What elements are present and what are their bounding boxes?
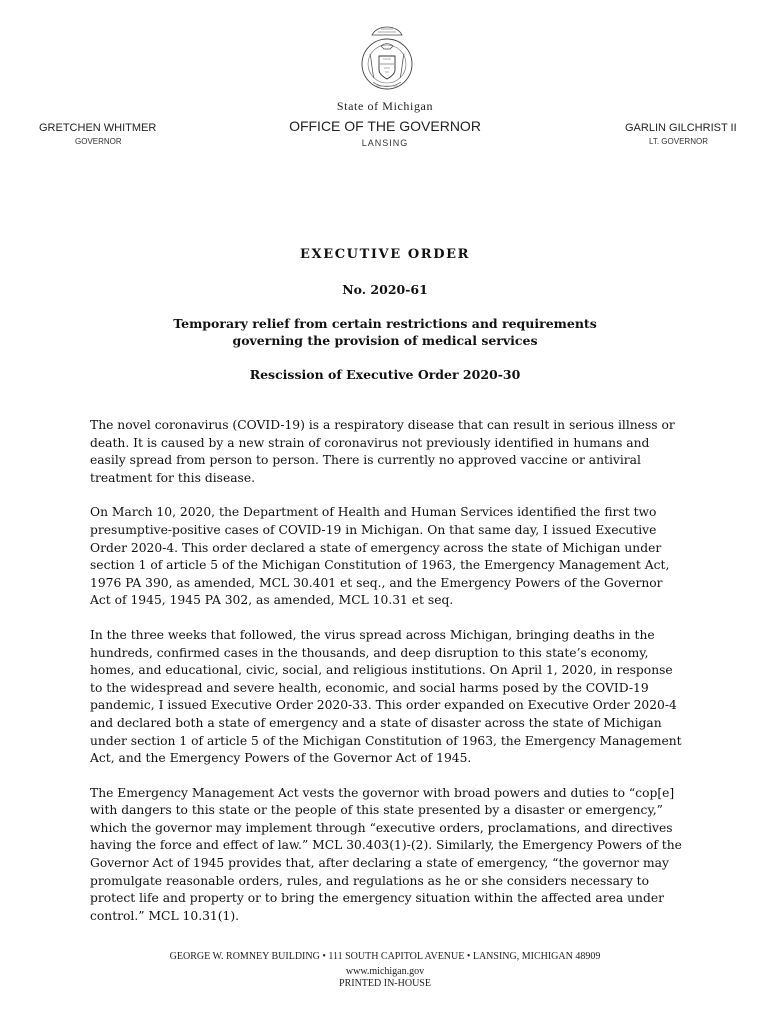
subtitle-line-2: governing the provision of medical services xyxy=(232,333,538,348)
governor-name: GRETCHEN WHITMER xyxy=(39,122,157,134)
michigan-state-seal-icon xyxy=(357,24,417,94)
body-paragraph-3: In the three weeks that followed, the virus spread across Michigan, bringing deaths in the hundreds, confirmed cases in the thousands, and deep disruption to this state’s economy, homes, and educational, civic, social, and religious institutions. On April 1, 2020, in response to the widespread and severe health, economic, and social harms posed by the COVID-19 pandemic, I issued Executive Order 2020-33. This order expanded on Executive Order 2020-4 and declared both a state of emergency and a state of disaster across the state of Michigan under section 1 of article 5 of the Michigan Constitution of 1963, the Emergency Management Act, and the Emergency Powers of the Governor Act of 1945. xyxy=(90,627,682,766)
state-name: State of Michigan xyxy=(336,99,434,113)
executive-order-number: No. 2020-61 xyxy=(342,282,428,297)
footer-website: www.michigan.gov xyxy=(345,966,425,977)
executive-order-subtitle xyxy=(0,315,770,349)
office-name: OFFICE OF THE GOVERNOR xyxy=(289,118,481,134)
lt-governor-title: LT. GOVERNOR xyxy=(649,137,708,146)
rescission-line: Rescission of Executive Order 2020-30 xyxy=(249,367,521,382)
subtitle-line-1: Temporary relief from certain restrictions and requirements xyxy=(173,316,597,331)
executive-order-heading: EXECUTIVE ORDER xyxy=(300,247,470,262)
city-name: LANSING xyxy=(361,138,409,148)
governor-title: GOVERNOR xyxy=(75,137,122,146)
footer-printed: PRINTED IN-HOUSE xyxy=(339,978,431,989)
order-body xyxy=(90,417,686,942)
body-paragraph-4: The Emergency Management Act vests the governor with broad powers and duties to “cop[e] with dangers to this state or the people of this state presented by a disaster or emergency,” which the governor may implement through “executive orders, proclamations, and directives having the force and effect of law.” MCL 30.403(1)-(2). Similarly, the Emergency Powers of the Governor Act of 1945 provides that, after declaring a state of emergency, “the governor may promulgate reasonable orders, rules, and regulations as he or she considers necessary to protect life and property or to bring the emergency situation within the affected area under control.” MCL 10.31(1). xyxy=(90,785,682,923)
footer-address: GEORGE W. ROMNEY BUILDING • 111 SOUTH CAPITOL AVENUE • LANSING, MICHIGAN 48909 xyxy=(169,951,601,962)
body-paragraph-1: The novel coronavirus (COVID-19) is a respiratory disease that can result in serious illness or death. It is caused by a new strain of coronavirus not previously identified in humans and easily spread from person to person. There is currently no approved vaccine or antiviral treatment for this disease. xyxy=(90,418,675,485)
body-paragraph-2: On March 10, 2020, the Department of Health and Human Services identified the first two presumptive-positive cases of COVID-19 in Michigan. On that same day, I issued Executive Order 2020-4. This order declared a state of emergency across the state of Michigan under section 1 of article 5 of the Michigan Constitution of 1963, the Emergency Management Act, 1976 PA 390, as amended, MCL 30.401 et seq., and the Emergency Powers of the Governor Act of 1945, 1945 PA 302, as amended, MCL 10.31 et seq. xyxy=(90,505,670,608)
lt-governor-name: GARLIN GILCHRIST II xyxy=(625,122,737,134)
